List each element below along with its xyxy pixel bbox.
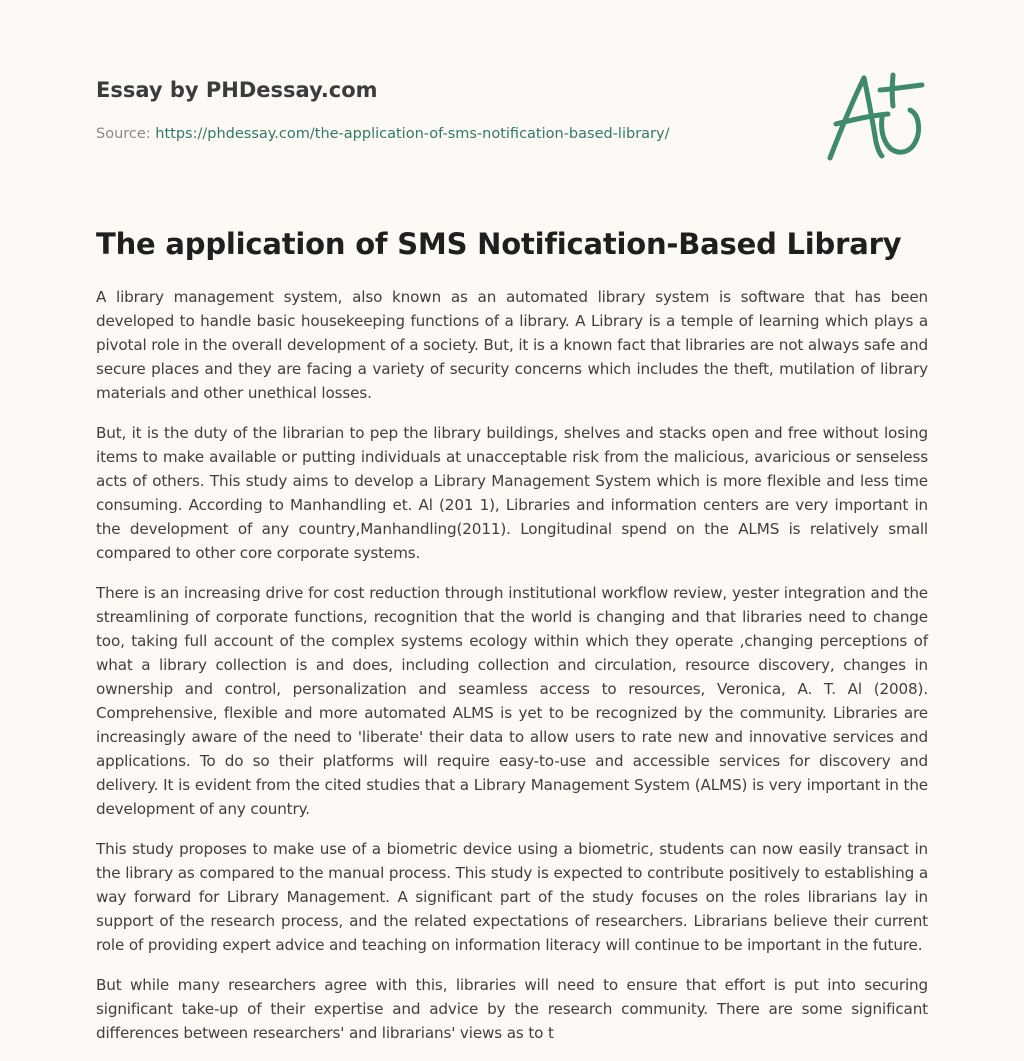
a-plus-logo-icon	[822, 70, 926, 164]
essay-paragraph: A library management system, also known as an automated library system is software that has been developed to handle basic housekeeping functions of a library. A Library is a temple of learning which plays a pivotal role in the overall development of a society. But, it is a known fact that libraries are not always safe and secure places and they are facing a variety of security concerns which includes the theft, mutilation of library materials and other unethical losses.	[96, 288, 928, 402]
source-label: Source:	[96, 126, 156, 142]
essay-paragraph: But while many researchers agree with this, libraries will need to ensure that effort is put into securing significant take-up of their expertise and advice by the research community. There are some significant differences between researchers' and librarians' views as to t	[96, 976, 928, 1042]
essay-title: The application of SMS Notification-Based Library	[96, 227, 902, 261]
essay-paragraph: There is an increasing drive for cost reduction through institutional workflow review, yester integration and the streamlining of corporate functions, recognition that the world is changing and that libraries need to change too, taking full account of the complex systems ecology within which they operate ,changing perceptions of what a library collection is and does, including collection and circulation, resource discovery, changes in ownership and control, personalization and seamless access to resources, Veronica, A. T. Al (2008). Comprehensive, flexible and more automated ALMS is yet to be recognized by the community. Libraries are increasingly aware of the need to 'liberate' their data to allow users to rate new and innovative services and applications. To do so their platforms will require easy-to-use and accessible services for discovery and delivery. It is evident from the cited studies that a Library Management System (ALMS) is very important in the development of any country.	[96, 584, 928, 818]
essay-paragraph: But, it is the duty of the librarian to pep the library buildings, shelves and stacks open and free without losing items to make available or putting individuals at unacceptable risk from the malicious, avaricious or senseless acts of others. This study aims to develop a Library Management System which is more flexible and less time consuming. According to Manhandling et. Al (201 1), Libraries and information centers are very important in the development of any country,Manhandling(2011). Longitudinal spend on the ALMS is relatively small compared to other core corporate systems.	[96, 424, 928, 562]
essay-paragraph: This study proposes to make use of a biometric device using a biometric, students can now easily transact in the library as compared to the manual process. This study is expected to contribute positively to establishing a way forward for Library Management. A significant part of the study focuses on the roles librarians lay in support of the research process, and the related expectations of researchers. Librarians believe their current role of providing expert advice and teaching on information literacy will continue to be important in the future.	[96, 840, 928, 954]
source-link[interactable]: https://phdessay.com/the-application-of-sms-notification-based-library/	[155, 126, 670, 142]
essay-body	[96, 285, 928, 1061]
page-header	[96, 76, 796, 144]
source-line	[96, 124, 796, 144]
brand-name: Essay by PHDessay.com	[96, 78, 378, 102]
